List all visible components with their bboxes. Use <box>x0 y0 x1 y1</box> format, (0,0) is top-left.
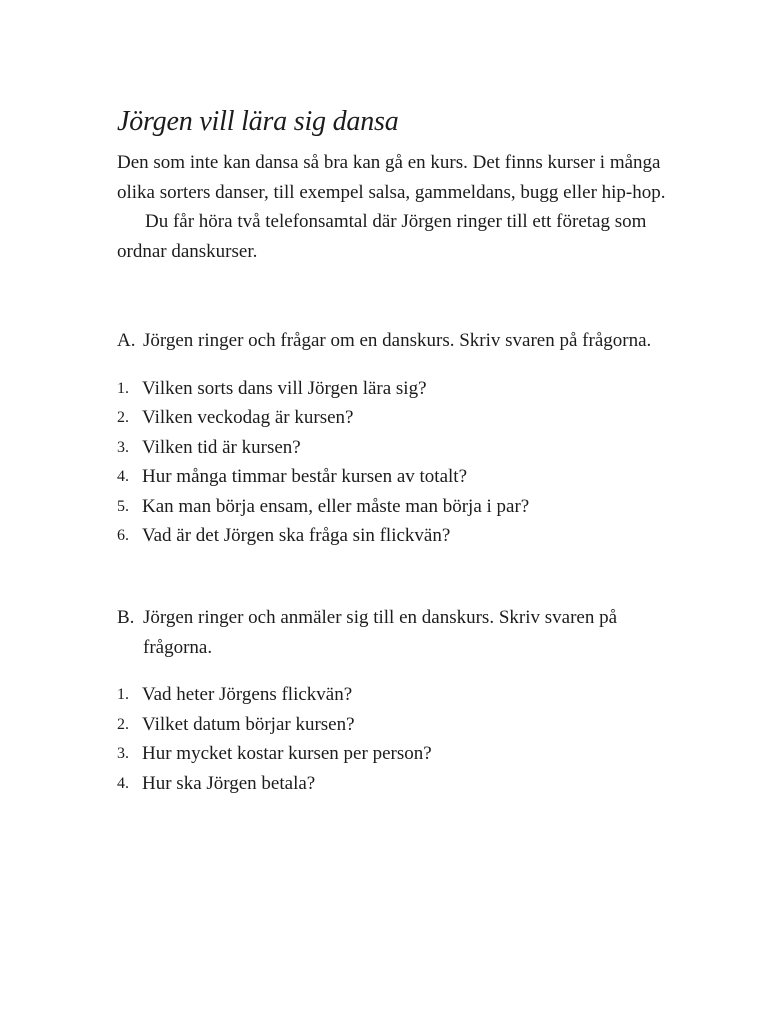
question-item <box>117 403 677 433</box>
section-a <box>117 326 677 551</box>
question-text: Hur många timmar består kursen av totalt? <box>142 466 468 487</box>
question-item <box>117 739 677 769</box>
question-number: 1. <box>117 686 129 703</box>
intro-paragraph-2: Du får höra två telefonsamtal där Jörgen ringer till ett företag som ordnar danskurser. <box>117 211 647 262</box>
intro-paragraph-1: Den som inte kan dansa så bra kan gå en kurs. Det finns kurser i många olika sorters danser, till exempel salsa, gammeldans, bugg eller hip-hop. <box>117 152 666 203</box>
question-item <box>117 433 677 463</box>
question-item <box>117 521 677 551</box>
question-text: Vilken sorts dans vill Jörgen lära sig? <box>142 377 427 399</box>
question-number: 1. <box>117 379 129 397</box>
question-text: Hur ska Jörgen betala? <box>142 772 316 794</box>
question-text: Vad heter Jörgens flickvän? <box>142 684 353 705</box>
question-number: 4. <box>117 468 129 485</box>
question-item <box>117 769 677 799</box>
question-item <box>117 462 677 492</box>
section-a-questions <box>117 374 677 551</box>
section-a-heading <box>117 326 677 356</box>
question-text: Hur mycket kostar kursen per person? <box>142 743 432 764</box>
page-title: Jörgen vill lära sig dansa <box>117 106 399 137</box>
section-a-letter: A. <box>117 330 136 351</box>
section-b-questions <box>117 680 677 798</box>
question-number: 2. <box>117 409 129 426</box>
question-number: 3. <box>117 745 129 762</box>
section-b-text: Jörgen ringer och anmäler sig till en danskurs. Skriv svaren på frågorna. <box>143 607 618 658</box>
document-page <box>117 104 677 794</box>
question-item <box>117 680 677 710</box>
section-b-letter: B. <box>117 607 135 628</box>
section-a-text: Jörgen ringer och frågar om en danskurs. Skriv svaren på frågorna. <box>143 330 652 351</box>
question-text: Vilken tid är kursen? <box>142 436 301 458</box>
section-b <box>117 603 677 798</box>
question-item <box>117 492 677 522</box>
question-text: Vad är det Jörgen ska fråga sin flickvän? <box>142 525 451 546</box>
question-number: 4. <box>117 774 129 792</box>
question-item <box>117 374 677 404</box>
question-number: 5. <box>117 497 129 515</box>
question-text: Vilket datum börjar kursen? <box>142 713 355 735</box>
question-number: 2. <box>117 715 129 733</box>
question-text: Vilken veckodag är kursen? <box>142 407 354 428</box>
section-b-heading <box>117 603 677 662</box>
question-number: 3. <box>117 438 129 456</box>
question-text: Kan man börja ensam, eller måste man börja i par? <box>142 495 530 517</box>
question-item <box>117 710 677 740</box>
intro <box>117 148 677 266</box>
question-number: 6. <box>117 527 129 544</box>
